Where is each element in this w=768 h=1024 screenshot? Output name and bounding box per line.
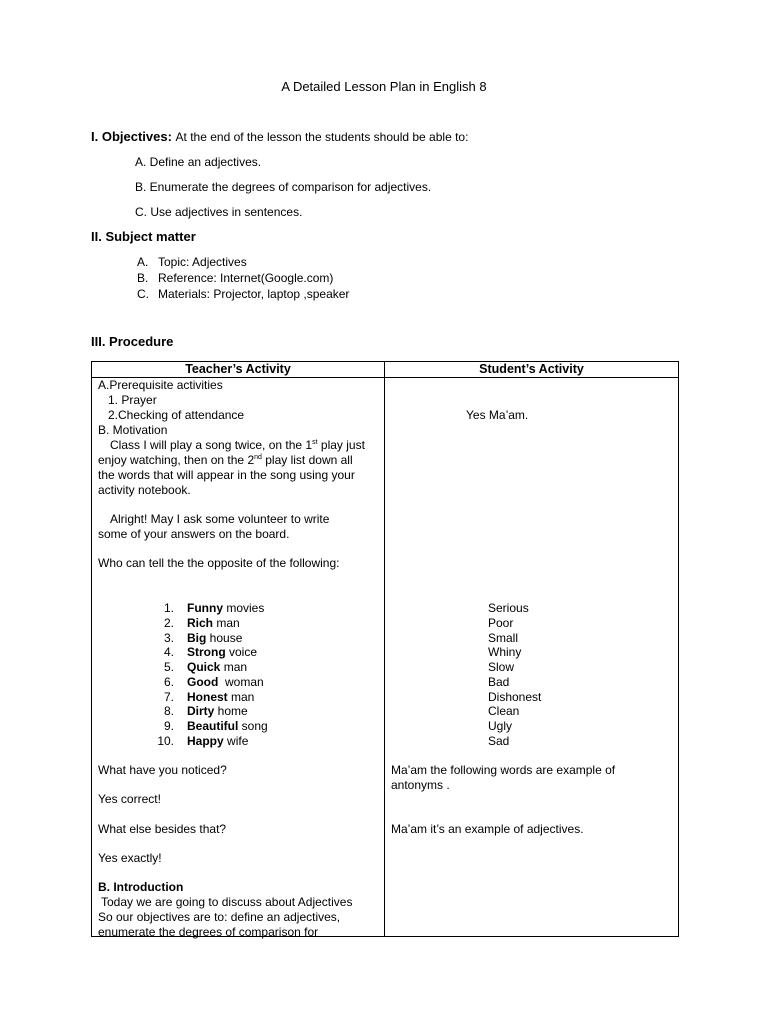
noun-word: woman	[218, 674, 264, 689]
introduction-line: Today we are going to discuss about Adjectives	[101, 895, 353, 909]
else-question: What else besides that?	[98, 822, 227, 836]
adjective-word: Strong	[187, 645, 226, 660]
list-item-number: 9.	[163, 719, 174, 733]
list-item-number: 6.	[163, 674, 174, 689]
list-item	[187, 704, 248, 719]
noun-word: voice	[225, 645, 258, 660]
objectives-heading-line	[91, 129, 468, 144]
adjective-word: Quick	[187, 660, 221, 674]
list-item-number: 2.	[163, 615, 174, 630]
subject-item-text: Reference: Internet(Google.com)	[158, 271, 334, 285]
introduction-line: So our objectives are to: define an adjectives,	[98, 910, 341, 924]
opposite-word: Slow	[488, 660, 515, 674]
noun-word: home	[214, 704, 248, 719]
noun-word: wife	[223, 733, 249, 748]
motivation-line: the words that will appear in the song using your	[98, 468, 355, 482]
motivation-line: enjoy watching, then on the 2nd play list down all	[98, 453, 353, 467]
list-item-number: 5.	[163, 660, 174, 674]
objectives-intro: At the end of the lesson the students should be able to:	[175, 130, 469, 144]
motivation-heading: B. Motivation	[98, 423, 168, 437]
motivation-line: activity notebook.	[98, 483, 191, 497]
subject-item-letter: A.	[137, 255, 149, 269]
list-item	[187, 660, 247, 675]
volunteer-line: some of your answers on the board.	[98, 527, 290, 541]
list-item	[187, 616, 240, 631]
list-item-number: 4.	[163, 645, 174, 660]
subject-item-text: Topic: Adjectives	[158, 255, 247, 269]
objectives-heading: I. Objectives:	[91, 129, 172, 144]
opposite-word: Sad	[488, 733, 510, 748]
adjective-word: Big	[187, 630, 207, 645]
list-item-number: 1.	[163, 601, 174, 615]
noun-word: house	[206, 630, 243, 645]
procedure-heading-line	[91, 334, 173, 349]
noun-word: song	[238, 719, 268, 733]
subject-item-letter: C.	[137, 287, 149, 301]
student-yes: Yes Ma’am.	[466, 408, 529, 422]
opposite-word: Ugly	[488, 719, 513, 733]
list-item	[187, 645, 257, 660]
list-item-number: 10.	[157, 733, 174, 748]
teacher-activity-header: Teacher’s Activity	[92, 362, 385, 378]
list-item	[187, 690, 254, 705]
student-antonyms-line: Ma’am the following words are example of	[391, 763, 616, 777]
list-item	[187, 631, 242, 646]
table-row	[92, 378, 679, 937]
procedure-heading: III. Procedure	[91, 334, 174, 349]
adjective-word: Funny	[187, 601, 223, 615]
introduction-heading: B. Introduction	[98, 880, 184, 894]
correct-response: Yes correct!	[98, 792, 161, 806]
subject-matter-heading: II. Subject matter	[91, 229, 196, 244]
objective-item: C. Use adjectives in sentences.	[135, 205, 303, 219]
opposite-word: Poor	[488, 615, 514, 630]
student-antonyms-line: antonyms .	[391, 778, 450, 792]
opposite-word: Serious	[488, 601, 529, 615]
list-item	[187, 734, 248, 749]
opposite-word: Small	[488, 630, 519, 645]
list-item	[187, 675, 264, 690]
prereq-heading: A.Prerequisite activities	[98, 378, 223, 392]
opposite-word: Dishonest	[488, 689, 542, 704]
noun-word: man	[213, 615, 240, 630]
adjective-word: Rich	[187, 615, 214, 630]
noun-word: man	[220, 660, 248, 674]
list-item	[187, 601, 264, 616]
list-item-number: 3.	[163, 630, 174, 645]
objective-item: A. Define an adjectives.	[135, 155, 262, 169]
prayer-item: 1. Prayer	[108, 393, 157, 407]
adjective-word: Honest	[187, 689, 228, 704]
adjective-word: Dirty	[187, 704, 215, 719]
noun-word: movies	[223, 601, 265, 615]
list-item	[187, 719, 268, 734]
subject-item-letter: B.	[137, 271, 149, 285]
table-header-row	[92, 362, 679, 378]
opposite-word: Bad	[488, 674, 510, 689]
introduction-line: enumerate the degrees of comparison for	[98, 925, 319, 939]
objective-item: B. Enumerate the degrees of comparison for adjectives.	[135, 180, 432, 194]
opposite-question: Who can tell the the opposite of the following:	[98, 556, 340, 570]
adjective-word: Beautiful	[187, 719, 239, 733]
opposite-word: Clean	[488, 704, 520, 719]
noun-word: man	[227, 689, 255, 704]
student-activity-header: Student’s Activity	[385, 362, 679, 378]
attendance-item: 2.Checking of attendance	[108, 408, 245, 422]
teacher-activity-cell	[92, 378, 385, 937]
opposite-word: Whiny	[488, 645, 522, 660]
exactly-response: Yes exactly!	[98, 851, 162, 865]
subject-item-text: Materials: Projector, laptop ,speaker	[158, 287, 350, 301]
noticed-question: What have you noticed?	[98, 763, 227, 777]
procedure-table	[91, 361, 679, 937]
student-adjectives-answer: Ma’am it’s an example of adjectives.	[391, 822, 584, 836]
subject-matter-heading-line	[91, 229, 196, 244]
list-item-number: 7.	[163, 689, 174, 704]
motivation-line: Class I will play a song twice, on the 1st play just	[110, 438, 365, 452]
list-item-number: 8.	[163, 704, 174, 719]
adjective-word: Good	[187, 674, 219, 689]
document-title: A Detailed Lesson Plan in English 8	[281, 79, 487, 94]
adjective-word: Happy	[187, 733, 224, 748]
volunteer-line: Alright! May I ask some volunteer to write	[110, 512, 330, 526]
student-activity-cell	[385, 378, 679, 937]
